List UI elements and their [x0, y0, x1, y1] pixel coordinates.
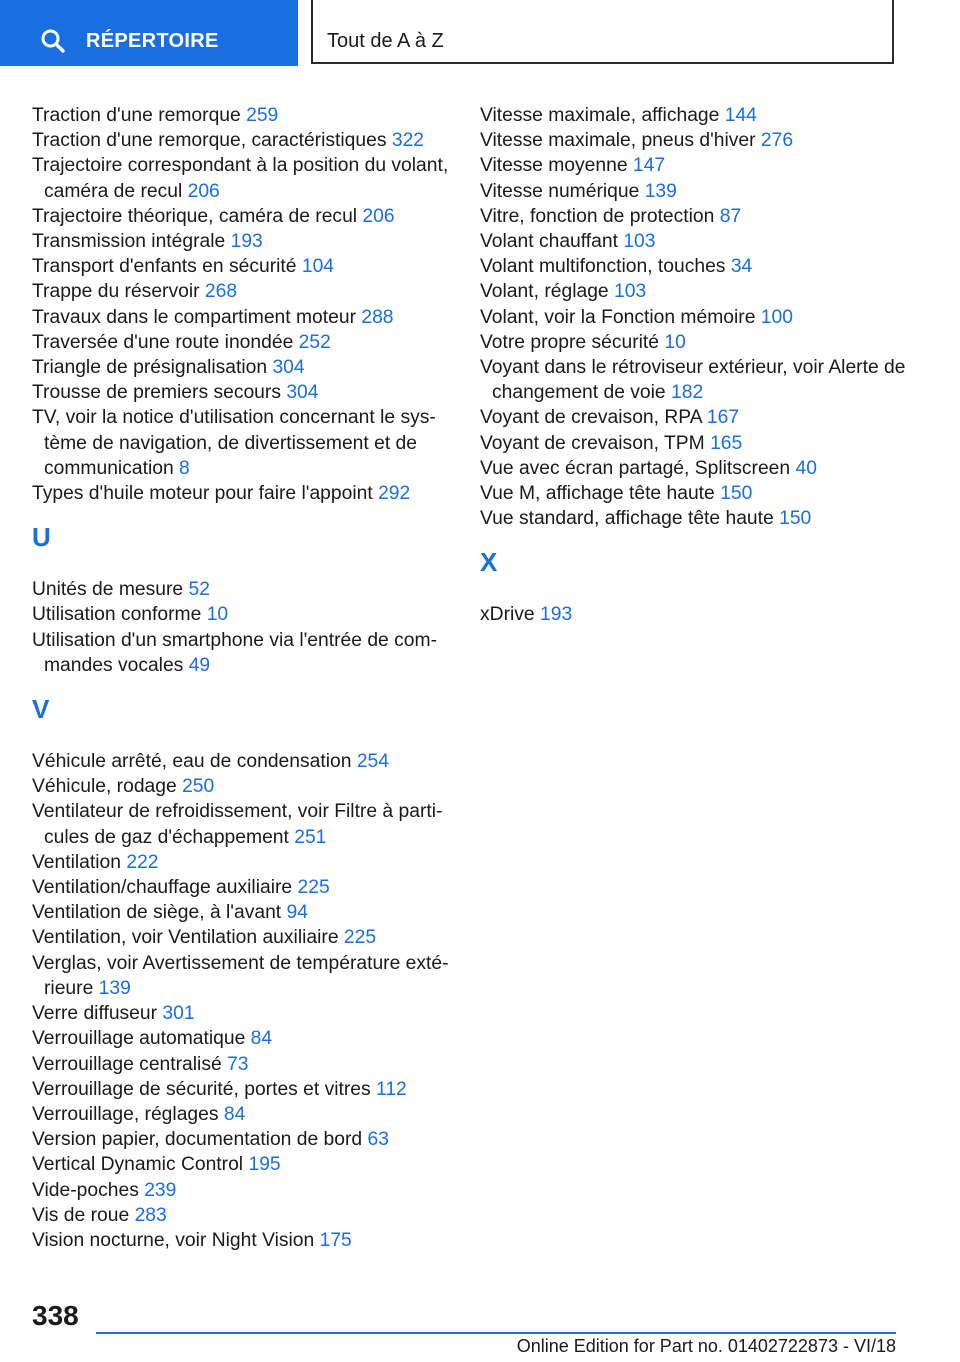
- index-entry: [32, 1001, 462, 1026]
- page-link[interactable]: 87: [719, 205, 742, 227]
- page-link[interactable]: 239: [144, 1179, 177, 1201]
- search-icon: [40, 28, 66, 54]
- index-entry: [32, 1102, 462, 1127]
- entry-label: Transmission intégrale: [32, 231, 226, 253]
- entry-label: Triangle de présignalisation: [32, 357, 268, 379]
- index-entry: [480, 103, 910, 128]
- index-entry: [480, 279, 910, 304]
- index-entry: [480, 254, 910, 279]
- az-tab-label: Tout de A à Z: [327, 30, 444, 52]
- entry-label: Transport d'enfants en sécurité: [32, 256, 297, 278]
- index-entry: [32, 602, 462, 627]
- page-link[interactable]: 206: [362, 205, 395, 227]
- entry-label: Vitre, fonction de protection: [480, 205, 715, 227]
- page-link[interactable]: 103: [614, 281, 647, 303]
- page-link[interactable]: 195: [248, 1154, 281, 1176]
- entry-label: Vitesse moyenne: [480, 155, 628, 177]
- entry-label: Traction d'une remorque: [32, 105, 241, 126]
- index-entry: [32, 153, 462, 203]
- index-entry: [480, 506, 910, 531]
- page-link[interactable]: 225: [343, 927, 377, 949]
- index-column-left: [32, 103, 462, 1253]
- index-entry: [32, 204, 462, 229]
- index-entry: [32, 330, 462, 355]
- entry-label: Votre propre sécurité: [480, 331, 659, 353]
- entry-label: xDrive: [480, 604, 535, 626]
- entry-label: Vide-poches: [32, 1179, 139, 1201]
- entry-label: Trajectoire théorique, caméra de recul: [32, 205, 358, 227]
- entry-label: Vue standard, affichage tête haute: [480, 508, 774, 530]
- page-link[interactable]: 301: [162, 1003, 195, 1025]
- entry-label: Voyant de crevaison, TPM: [480, 432, 705, 454]
- page-link[interactable]: 84: [250, 1028, 273, 1050]
- page-link[interactable]: 100: [760, 306, 793, 328]
- index-entry: [32, 481, 462, 506]
- index-entry: [480, 355, 910, 405]
- index-entry: [32, 1127, 462, 1152]
- index-entry: [32, 305, 462, 330]
- entry-label: Vitesse maximale, affichage: [480, 105, 720, 126]
- page-link[interactable]: 94: [286, 902, 308, 924]
- page-link[interactable]: 254: [356, 751, 389, 773]
- page-link[interactable]: 250: [182, 776, 215, 798]
- page-link[interactable]: 322: [391, 130, 425, 152]
- page-link[interactable]: 276: [760, 130, 794, 152]
- page-link[interactable]: 147: [632, 155, 666, 177]
- index-entry: [480, 405, 910, 430]
- index-entry: [480, 330, 910, 355]
- page-link[interactable]: 49: [188, 654, 211, 676]
- entry-label: Voyant dans le rétroviseur extérieur, voir Alerte de changement de voie: [480, 357, 906, 404]
- entry-label: Vis de roue: [32, 1204, 130, 1226]
- entry-label: Ventilation, voir Ventilation auxiliaire: [32, 927, 339, 949]
- entry-label: Verrouillage de sécurité, portes et vitres: [32, 1078, 371, 1100]
- page-link[interactable]: 165: [710, 432, 743, 454]
- entry-label: Vision nocturne, voir Night Vision: [32, 1229, 315, 1251]
- page-link[interactable]: 150: [720, 483, 753, 505]
- index-entry: [480, 602, 910, 627]
- page-link[interactable]: 52: [188, 579, 210, 601]
- index-entry: [32, 951, 462, 1001]
- entry-label: Verrouillage automatique: [32, 1028, 246, 1050]
- entry-label: Types d'huile moteur pour faire l'appoint: [32, 483, 373, 505]
- index-entry: [32, 628, 462, 678]
- page-link[interactable]: 304: [286, 382, 319, 404]
- index-entry: [32, 875, 462, 900]
- page-link[interactable]: 288: [361, 306, 394, 328]
- edition-note: Online Edition for Part no. 01402722873 - VI/18: [516, 1336, 896, 1356]
- index-entry: [480, 305, 910, 330]
- entry-label: Unités de mesure: [32, 579, 184, 601]
- page-link[interactable]: 40: [795, 457, 817, 479]
- index-entry: [480, 204, 910, 229]
- index-entry: [32, 103, 462, 128]
- entry-label: Vertical Dynamic Control: [32, 1154, 244, 1176]
- index-entry: [32, 1228, 462, 1253]
- index-entry: [480, 456, 910, 481]
- page-link[interactable]: 73: [227, 1053, 249, 1075]
- page-link[interactable]: 304: [272, 357, 305, 379]
- index-entry: [480, 153, 910, 178]
- entry-label: Ventilation de siège, à l'avant: [32, 902, 282, 924]
- index-entry: [32, 380, 462, 405]
- index-entry: [32, 229, 462, 254]
- entry-label: Volant, voir la Fonction mémoire: [480, 306, 756, 328]
- entry-label: Vue avec écran partagé, Splitscreen: [480, 457, 791, 479]
- index-entry: [32, 254, 462, 279]
- page-link[interactable]: 252: [298, 331, 331, 353]
- page-link[interactable]: 268: [204, 281, 238, 303]
- page-link[interactable]: 222: [126, 851, 159, 873]
- index-entry: [32, 279, 462, 304]
- entry-label: Verglas, voir Avertissement de température extérieure: [32, 952, 449, 999]
- page-link[interactable]: 206: [187, 180, 220, 202]
- page-link[interactable]: 10: [206, 604, 229, 626]
- entry-label: Version papier, documentation de bord: [32, 1129, 363, 1151]
- entry-label: Volant chauffant: [480, 231, 618, 253]
- entry-label: Utilisation d'un smartphone via l'entrée de commandes vocales: [32, 629, 437, 676]
- index-entry: [32, 749, 462, 774]
- index-entry: [480, 229, 910, 254]
- entry-label: Ventilation: [32, 851, 121, 873]
- page-link[interactable]: 167: [706, 407, 740, 429]
- page-link[interactable]: 144: [724, 105, 757, 126]
- entry-label: Ventilation/chauffage auxiliaire: [32, 877, 293, 899]
- section-letter: X: [480, 547, 498, 578]
- entry-label: Verrouillage centralisé: [32, 1053, 222, 1075]
- index-entry: [32, 1077, 462, 1102]
- page-link[interactable]: 283: [134, 1204, 167, 1226]
- entry-label: TV, voir la notice d'utilisation concernant le système de navigation, de divertissement et de communication: [32, 407, 436, 479]
- page-link[interactable]: 150: [779, 508, 812, 530]
- index-entry: [32, 925, 462, 950]
- az-tab[interactable]: [311, 0, 894, 64]
- page-link[interactable]: 84: [223, 1103, 246, 1125]
- page-link[interactable]: 8: [179, 457, 190, 479]
- index-entry: [32, 1026, 462, 1051]
- entry-label: Travaux dans le compartiment moteur: [32, 306, 356, 328]
- entry-label: Vue M, affichage tête haute: [480, 483, 715, 505]
- index-column-right: [480, 103, 910, 628]
- entry-label: Utilisation conforme: [32, 604, 202, 626]
- page-link[interactable]: 139: [644, 180, 677, 202]
- index-entry: [480, 431, 910, 456]
- index-tab-label: RÉPERTOIRE: [86, 30, 219, 52]
- entry-label: Trajectoire correspondant à la position du volant, caméra de recul: [32, 155, 449, 202]
- entry-label: Traversée d'une route inondée: [32, 331, 294, 353]
- index-entry: [480, 481, 910, 506]
- index-entry: [32, 850, 462, 875]
- section-letter: V: [32, 694, 50, 725]
- page-link[interactable]: 175: [319, 1229, 352, 1251]
- index-entry: [32, 1052, 462, 1077]
- entry-label: Trousse de premiers secours: [32, 382, 281, 404]
- footer-divider: [96, 1332, 896, 1334]
- page-link[interactable]: 251: [294, 826, 327, 848]
- page-number: 338: [32, 1300, 79, 1331]
- section-letter: U: [32, 522, 51, 553]
- page-link[interactable]: 34: [730, 256, 753, 278]
- entry-label: Verre diffuseur: [32, 1003, 158, 1025]
- entry-label: Vitesse numérique: [480, 180, 640, 202]
- page-link[interactable]: 225: [297, 877, 330, 899]
- page-link[interactable]: 112: [376, 1078, 407, 1100]
- entry-label: Véhicule, rodage: [32, 776, 177, 798]
- index-entry: [32, 577, 462, 602]
- index-entry: [32, 774, 462, 799]
- page-link[interactable]: 103: [623, 231, 656, 253]
- page-link[interactable]: 292: [378, 483, 411, 505]
- index-entry: [32, 355, 462, 380]
- page-link[interactable]: 63: [367, 1129, 389, 1151]
- entry-label: Voyant de crevaison, RPA: [480, 407, 702, 429]
- page-header: [0, 0, 960, 66]
- index-tab[interactable]: [0, 0, 298, 66]
- page-link[interactable]: 193: [230, 231, 263, 253]
- index-entry: [32, 799, 462, 849]
- index-entry: [32, 1178, 462, 1203]
- page-link[interactable]: 193: [540, 604, 573, 626]
- page-link[interactable]: 104: [301, 256, 335, 278]
- page-link[interactable]: 10: [664, 331, 686, 353]
- entry-label: Ventilateur de refroidissement, voir Filtre à particules de gaz d'échappement: [32, 801, 443, 848]
- entry-label: Vitesse maximale, pneus d'hiver: [480, 130, 756, 152]
- entry-label: Trappe du réservoir: [32, 281, 200, 303]
- index-entry: [32, 1203, 462, 1228]
- index-entry: [32, 405, 462, 481]
- index-entry: [32, 1152, 462, 1177]
- index-entry: [480, 179, 910, 204]
- index-entry: [32, 900, 462, 925]
- page-link[interactable]: 139: [98, 977, 131, 999]
- entry-label: Verrouillage, réglages: [32, 1103, 219, 1125]
- entry-label: Volant, réglage: [480, 281, 609, 303]
- index-entry: [480, 128, 910, 153]
- entry-label: Volant multifonction, touches: [480, 256, 726, 278]
- index-entry: [32, 128, 462, 153]
- page-link[interactable]: 259: [246, 105, 279, 126]
- entry-label: Véhicule arrêté, eau de condensation: [32, 751, 352, 773]
- entry-label: Traction d'une remorque, caractéristiques: [32, 130, 387, 152]
- page-link[interactable]: 182: [671, 382, 704, 404]
